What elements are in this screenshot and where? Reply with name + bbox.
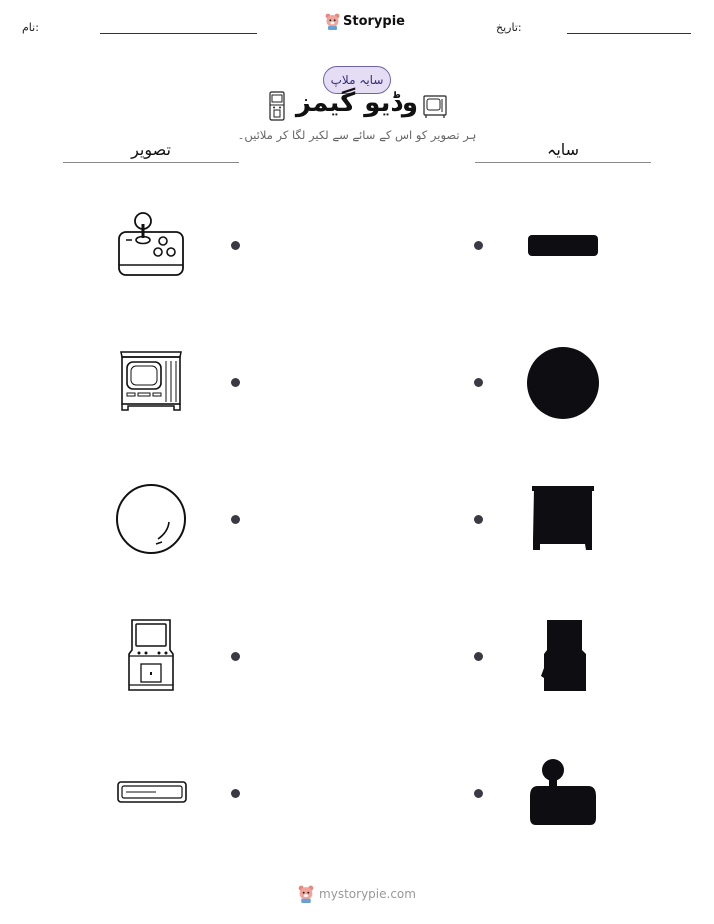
shadow-dot-5[interactable] [474,789,483,798]
bear-icon [298,885,314,903]
name-label: نام: [22,21,39,34]
joystick-controller-picture[interactable] [116,210,186,280]
vintage-tv-icon [422,93,448,119]
vintage-tv-picture[interactable] [118,348,184,414]
activity-badge: سایہ ملاپ [323,66,391,94]
name-line[interactable] [100,33,257,34]
brand-logo [325,13,405,30]
shadows-column-heading: سایہ [546,140,580,159]
picture-dot-4[interactable] [231,652,240,661]
date-label: تاریخ: [496,21,522,34]
shadow-dot-2[interactable] [474,378,483,387]
pictures-heading-underline [63,162,239,163]
bar-shadow[interactable] [527,234,599,258]
glass-orb-picture[interactable] [114,482,188,556]
shadow-dot-1[interactable] [474,241,483,250]
instructions: ہر تصویر کو اس کے سائے سے لکیر لگا کر ملائیں۔ [237,128,477,142]
tv-cabinet-shadow[interactable] [530,484,596,552]
pictures-column-heading: تصویر [131,140,171,159]
shadow-dot-4[interactable] [474,652,483,661]
footer-url[interactable]: mystorypie.com [319,887,416,901]
picture-dot-2[interactable] [231,378,240,387]
picture-dot-1[interactable] [231,241,240,250]
shadow-dot-3[interactable] [474,515,483,524]
picture-dot-3[interactable] [231,515,240,524]
arcade-shadow[interactable] [540,618,588,694]
shadows-heading-underline [475,162,651,163]
circle-shadow[interactable] [526,346,600,420]
bear-icon [325,13,340,30]
brand-name: Storypie [343,14,405,29]
picture-dot-5[interactable] [231,789,240,798]
arcade-cabinet-picture[interactable] [126,618,176,694]
footer [0,885,714,903]
joystick-shadow[interactable] [528,758,598,826]
arcade-cabinet-icon [268,91,286,121]
date-line[interactable] [567,33,691,34]
page-title: وڈیو گیمز [295,88,419,118]
game-cartridge-bar-picture[interactable] [116,780,188,806]
